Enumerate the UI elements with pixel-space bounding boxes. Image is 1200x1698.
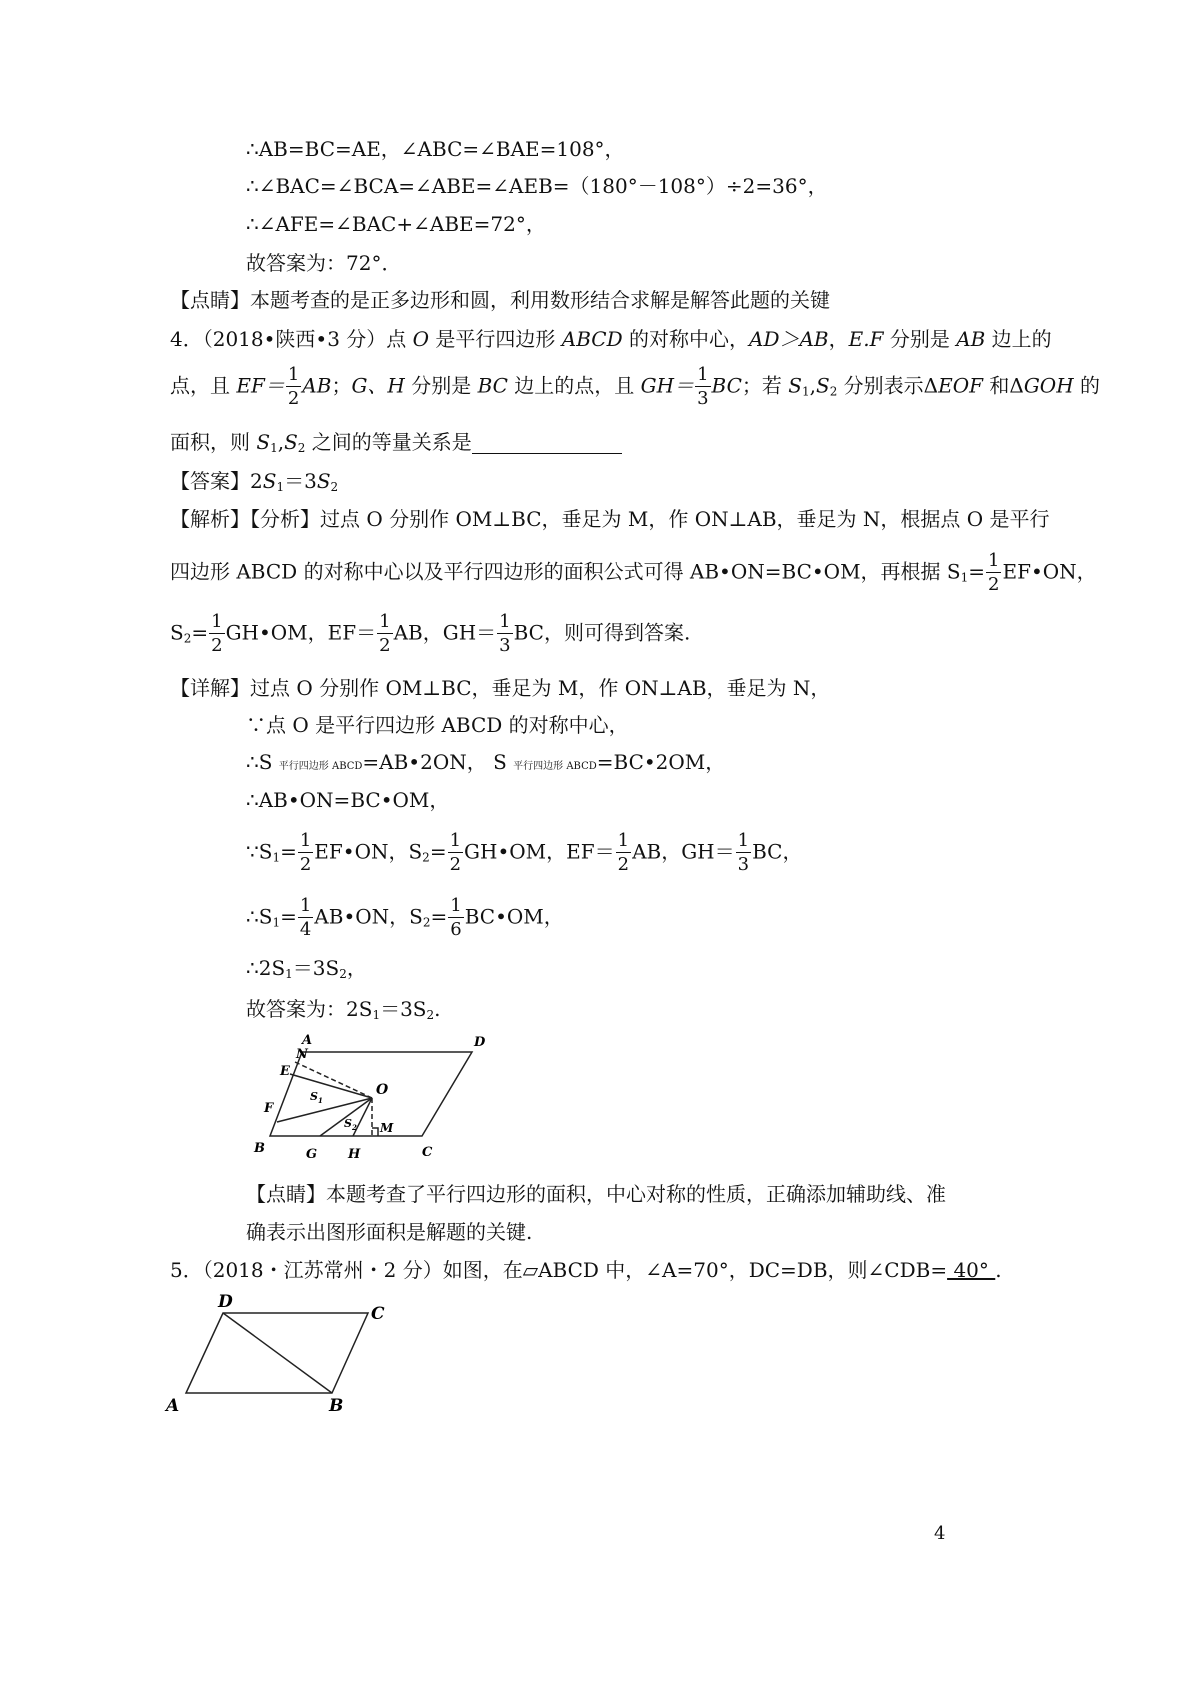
detail-line-7: $\therefore 2S_1=3S_2$， bbox=[246, 956, 367, 981]
solution-answer-line: 故答案为：72°． bbox=[246, 251, 402, 275]
parallelogram-abcd bbox=[270, 1052, 472, 1136]
svg-text:B: B bbox=[329, 1396, 344, 1416]
svg-text:N: N bbox=[296, 1047, 308, 1062]
svg-text:E: E bbox=[280, 1064, 290, 1079]
answer-line: 【答案】$2S_1=3S_2$ bbox=[170, 469, 339, 494]
svg-text:H: H bbox=[348, 1147, 361, 1162]
svg-text:2: 2 bbox=[352, 1123, 357, 1132]
svg-text:S: S bbox=[310, 1090, 318, 1103]
q4-line-2: 点，且 EF＝ $\frac{1}{2}$ AB；G、H 分别是 BC 边上的点，且 GH＝ $\frac{1}{3}$ BC；若 $S_1,S_2$ 分别表示ΔEOF 和ΔGOH 的 bbox=[170, 364, 1101, 409]
svg-text:G: G bbox=[306, 1147, 318, 1162]
diagonal-db bbox=[223, 1313, 332, 1393]
remark-line-1: 【点睛】本题考查了平行四边形的面积，中心对称的性质，正确添加辅助线、准 bbox=[246, 1182, 946, 1206]
q4-line-3: 面积，则 $S_1,S_2$ 之间的等量关系是 bbox=[170, 432, 622, 454]
svg-text:O: O bbox=[376, 1082, 389, 1098]
detail-line-4: ∴AB•ON=BC•OM， bbox=[246, 788, 450, 812]
detail-line-8: 故答案为：$2S_1=3S_2$. bbox=[246, 997, 441, 1022]
solution-line-1: ∴AB=BC=AE，∠ABC=∠BAE=108°， bbox=[246, 137, 625, 161]
svg-text:B: B bbox=[254, 1141, 265, 1156]
svg-text:1: 1 bbox=[318, 1096, 323, 1105]
svg-text:D: D bbox=[474, 1035, 486, 1050]
solution-line-2: ∴∠BAC=∠BCA=∠ABE=∠AEB=（180°－108°）÷2=36°， bbox=[246, 174, 828, 198]
svg-text:S: S bbox=[344, 1117, 352, 1130]
remark-line-2: 确表示出图形面积是解题的关键. bbox=[246, 1220, 533, 1244]
detail-line-5: $\because S_1=$ $\frac{1}{2}$ EF•ON，$S_2=$ $\frac{1}{2}$ GH•OM，EF＝ $\frac{1}{2}$ AB，GH＝ $\frac{1}{3}$ BC， bbox=[246, 830, 803, 875]
detail-line-2: ∵点 O 是平行四边形 ABCD 的对称中心， bbox=[246, 713, 629, 737]
svg-text:F: F bbox=[264, 1101, 274, 1116]
svg-text:C: C bbox=[422, 1145, 433, 1160]
analysis-line-1: 【解析】【分析】过点 O 分别作 OM⊥BC，垂足为 M，作 ON⊥AB，垂足为 N，根据点 O 是平行 bbox=[170, 507, 1050, 531]
q4-line-1: 4．（2018•陕西•3 分）点 O 是平行四边形 ABCD 的对称中心，AD＞AB，E.F 分别是 AB 边上的 bbox=[170, 327, 1052, 351]
fraction-one-half: $\frac{1}{2}$ bbox=[287, 364, 300, 409]
solution-line-3: ∴∠AFE=∠BAC+∠ABE=72°， bbox=[246, 212, 546, 236]
remark-line: 【点睛】本题考查的是正多边形和圆，利用数形结合求解是解答此题的关键 bbox=[170, 288, 830, 312]
fraction-one-third: $\frac{1}{3}$ bbox=[697, 364, 709, 409]
segment-eo bbox=[290, 1074, 372, 1098]
detail-line-6: $\therefore S_1=$ $\frac{1}{4}$ AB•ON，$S_2=$ $\frac{1}{6}$ BC•OM， bbox=[246, 895, 564, 940]
svg-text:D: D bbox=[218, 1292, 233, 1312]
analysis-line-2: 四边形 ABCD 的对称中心以及平行四边形的面积公式可得 AB•ON=BC•OM，再根据 $S_1=$ $\frac{1}{2}$ EF•ON， bbox=[170, 550, 1097, 595]
svg-text:A: A bbox=[302, 1033, 313, 1048]
svg-text:C: C bbox=[371, 1304, 385, 1324]
parallelogram-figure-2 bbox=[160, 1285, 400, 1420]
parallelogram-figure-1 bbox=[240, 1030, 510, 1165]
detail-line-1: 【详解】过点 O 分别作 OM⊥BC，垂足为 M，作 ON⊥AB，垂足为 N， bbox=[170, 676, 831, 700]
page-number: 4 bbox=[934, 1523, 946, 1544]
detail-line-3: ∴S 平行四边形 ABCD=AB•2ON， S 平行四边形 ABCD=BC•2OM， bbox=[246, 750, 726, 774]
analysis-line-3: $S_2=$ $\frac{1}{2}$ GH•OM，EF＝ $\frac{1}{2}$ AB，GH＝ $\frac{1}{3}$ BC，则可得到答案. bbox=[170, 611, 691, 656]
svg-text:A: A bbox=[166, 1396, 180, 1416]
answer-blank bbox=[472, 435, 622, 454]
right-angle-mark bbox=[372, 1128, 378, 1136]
svg-text:M: M bbox=[380, 1121, 394, 1135]
q5-answer: 40° bbox=[947, 1258, 996, 1282]
segment-on bbox=[295, 1062, 372, 1098]
q5-line: 5．（2018・江苏常州・2 分）如图，在▱ABCD 中，∠A=70°，DC=DB，则∠CDB= 40° . bbox=[170, 1258, 1002, 1282]
segment-fo bbox=[277, 1098, 372, 1122]
